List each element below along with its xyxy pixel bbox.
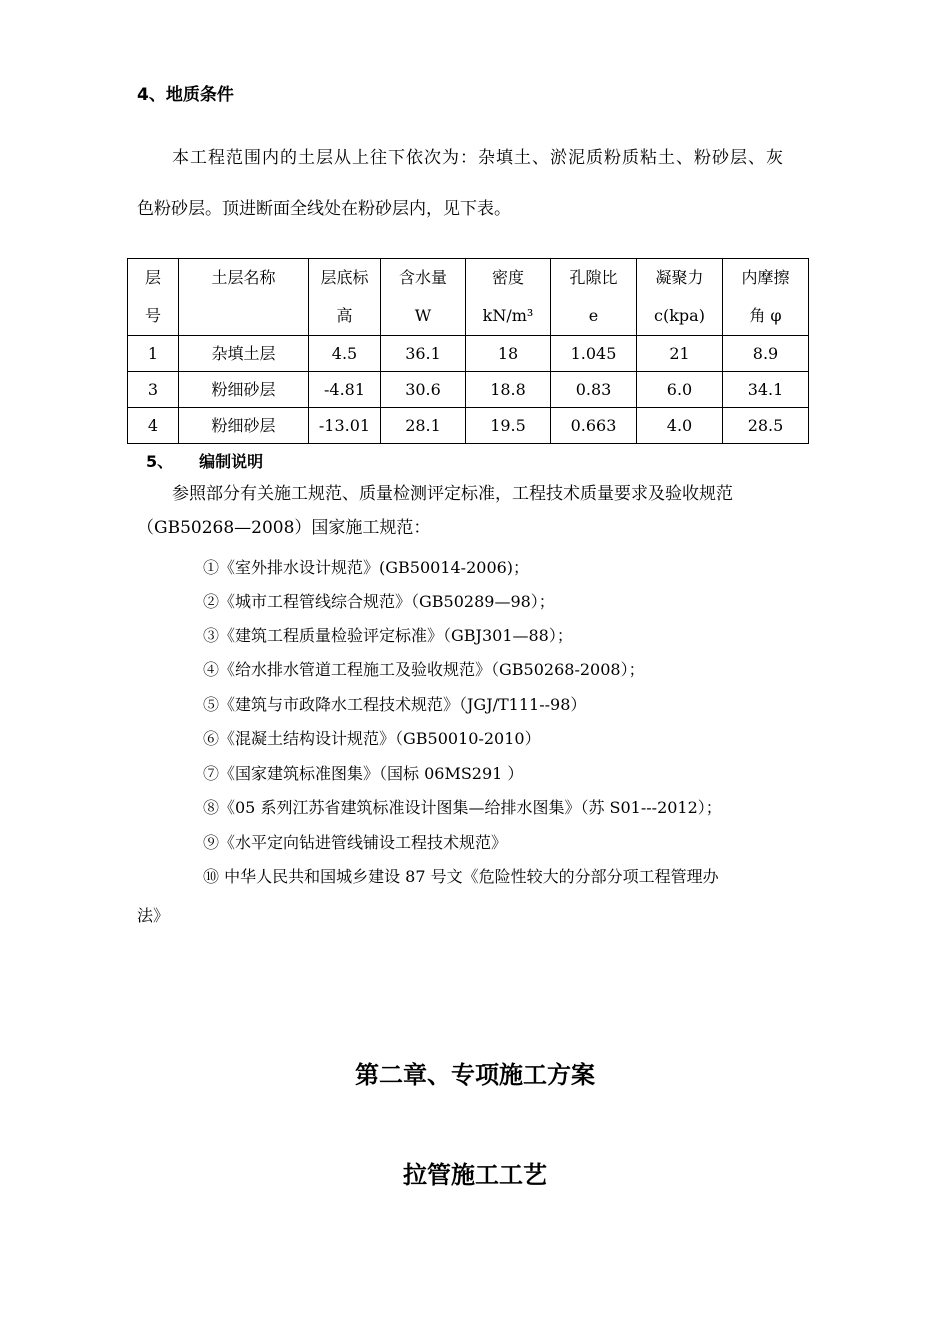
table-cell: 1.045	[551, 336, 637, 372]
table-cell: 18	[466, 336, 551, 372]
soil-layer-table	[127, 258, 809, 444]
table-cell: -13.01	[309, 408, 381, 444]
table-cell: 4	[128, 408, 179, 444]
table-row	[128, 408, 809, 444]
reference-item: ⑥《混凝土结构设计规范》（GB50010-2010）	[203, 729, 541, 748]
table-cell: 18.8	[466, 372, 551, 408]
reference-item: ⑦《国家建筑标准图集》（国标 06MS291 ）	[203, 764, 524, 783]
table-cell: 19.5	[466, 408, 551, 444]
header-cell: 内摩擦 角 φ	[723, 259, 809, 336]
table-cell: 21	[637, 336, 723, 372]
chapter-subtitle: 拉管施工工艺	[403, 1161, 547, 1189]
section-5-paragraph-line-1: 参照部分有关施工规范、质量检测评定标准，工程技术质量要求及验收规范	[172, 484, 733, 504]
table-row	[128, 336, 809, 372]
table-cell: 1	[128, 336, 179, 372]
chapter-title: 第二章、专项施工方案	[355, 1061, 595, 1089]
header-cell: 孔隙比 e	[551, 259, 637, 336]
table-cell: 粉细砂层	[179, 408, 309, 444]
reference-item: ⑩ 中华人民共和国城乡建设 87 号文《危险性较大的分部分项工程管理办	[203, 867, 719, 886]
header-cell: 层 号	[128, 259, 179, 336]
header-cell: 土层名称	[179, 259, 309, 336]
table-cell: 6.0	[637, 372, 723, 408]
reference-item: ③《建筑工程质量检验评定标准》（GBJ301—88）；	[203, 626, 573, 645]
reference-item: ②《城市工程管线综合规范》（GB50289—98）；	[203, 592, 555, 611]
table-header-row	[128, 259, 809, 336]
table-cell: 4.5	[309, 336, 381, 372]
header-cell: 层底标 高	[309, 259, 381, 336]
header-cell: 凝聚力 c(kpa)	[637, 259, 723, 336]
section-4-heading: 4、地质条件	[137, 85, 234, 105]
section-5-number: 5、	[146, 452, 174, 471]
header-cell: 含水量 W	[381, 259, 466, 336]
table-cell: 0.83	[551, 372, 637, 408]
table-cell: 36.1	[381, 336, 466, 372]
table-cell: 杂填土层	[179, 336, 309, 372]
reference-item-continuation: 法》	[137, 906, 170, 925]
reference-item: ①《室外排水设计规范》(GB50014-2006)；	[203, 558, 530, 577]
table-cell: 4.0	[637, 408, 723, 444]
section-5-heading	[146, 449, 263, 472]
table-cell: 8.9	[723, 336, 809, 372]
table-cell: 0.663	[551, 408, 637, 444]
section-4-paragraph-line-1: 本工程范围内的土层从上往下依次为：杂填土、淤泥质粉质粘土、粉砂层、灰	[172, 148, 784, 168]
table-cell: 30.6	[381, 372, 466, 408]
table-cell: -4.81	[309, 372, 381, 408]
table-cell: 3	[128, 372, 179, 408]
section-4-paragraph-line-2: 色粉砂层。顶进断面全线处在粉砂层内，见下表。	[137, 199, 511, 219]
table-cell: 粉细砂层	[179, 372, 309, 408]
table-cell: 28.5	[723, 408, 809, 444]
reference-item: ⑤《建筑与市政降水工程技术规范》（JGJ/T111--98）	[203, 695, 587, 714]
section-5-paragraph-line-2: （GB50268—2008）国家施工规范：	[137, 518, 431, 538]
table-cell: 28.1	[381, 408, 466, 444]
table-row	[128, 372, 809, 408]
reference-item: ④《给水排水管道工程施工及验收规范》（GB50268-2008）；	[203, 660, 645, 679]
reference-item: ⑧《05 系列江苏省建筑标准设计图集—给排水图集》（苏 S01---2012）；	[203, 798, 722, 817]
header-cell: 密度 kN/m³	[466, 259, 551, 336]
reference-item: ⑨《水平定向钻进管线铺设工程技术规范》	[203, 833, 508, 852]
section-5-title: 编制说明	[199, 452, 264, 471]
table-cell: 34.1	[723, 372, 809, 408]
